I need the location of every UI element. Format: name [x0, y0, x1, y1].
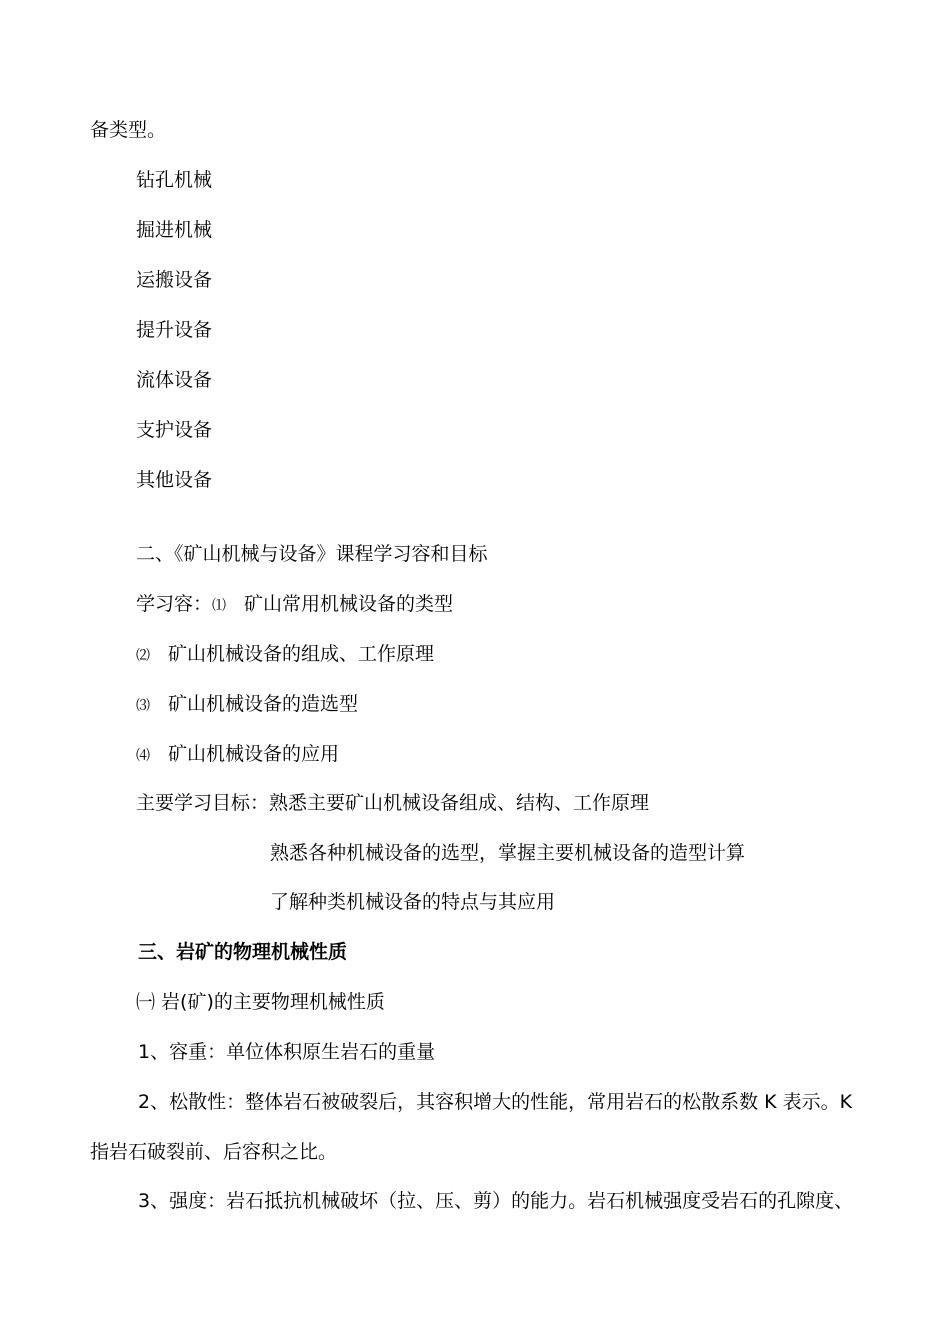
paragraph-bulk-density: 1、容重：单位体积原生岩石的重量: [138, 1041, 436, 1063]
item-text: 矿山机械设备的造选型: [168, 693, 359, 715]
item-number: ⑷: [136, 748, 150, 764]
content-label: 学习容：: [136, 593, 213, 615]
paragraph-continuation: 备类型。: [90, 119, 167, 141]
section-heading-rock-properties: 三、岩矿的物理机械性质: [138, 941, 348, 963]
content-item-4: [136, 742, 339, 768]
paragraph-looseness-cont: 指岩石破裂前、后容积之比。: [90, 1141, 338, 1163]
goal-line-3: 了解种类机械设备的特点与其应用: [270, 891, 556, 913]
list-item-tunneling: 掘进机械: [136, 219, 213, 241]
paragraph-looseness: 2、松散性：整体岩石被破裂后，其容积增大的性能，常用岩石的松散系数 K 表示。K: [138, 1091, 853, 1113]
list-item-hoisting: 提升设备: [136, 319, 213, 341]
paragraph-strength: 3、强度：岩石抵抗机械破坏（拉、压、剪）的能力。岩石机械强度受岩石的孔隙度、: [138, 1190, 854, 1212]
content-item-3: [136, 692, 358, 718]
item-number: ⑶: [136, 698, 150, 714]
goal-line-1: 主要学习目标：熟悉主要矿山机械设备组成、结构、工作原理: [136, 792, 650, 814]
content-item-2: [136, 642, 434, 668]
item-text: 矿山机械设备的应用: [168, 743, 340, 765]
list-item-other: 其他设备: [136, 469, 213, 491]
list-item-transport: 运搬设备: [136, 269, 213, 291]
goal-line-2: 熟悉各种机械设备的选型，掌握主要机械设备的造型计算: [270, 842, 746, 864]
list-item-drilling: 钻孔机械: [136, 169, 213, 191]
section-heading-course: 二、《矿山机械与设备》课程学习容和目标: [136, 543, 488, 565]
content-item-1: [136, 592, 453, 618]
item-text: 矿山常用机械设备的类型: [244, 593, 454, 615]
subsection-heading: ㈠ 岩(矿)的主要物理机械性质: [136, 991, 385, 1013]
list-item-support: 支护设备: [136, 419, 213, 441]
item-number: ⑵: [136, 648, 150, 664]
item-number: ⑴: [212, 598, 227, 614]
item-text: 矿山机械设备的组成、工作原理: [168, 643, 435, 665]
list-item-fluid: 流体设备: [136, 369, 213, 391]
